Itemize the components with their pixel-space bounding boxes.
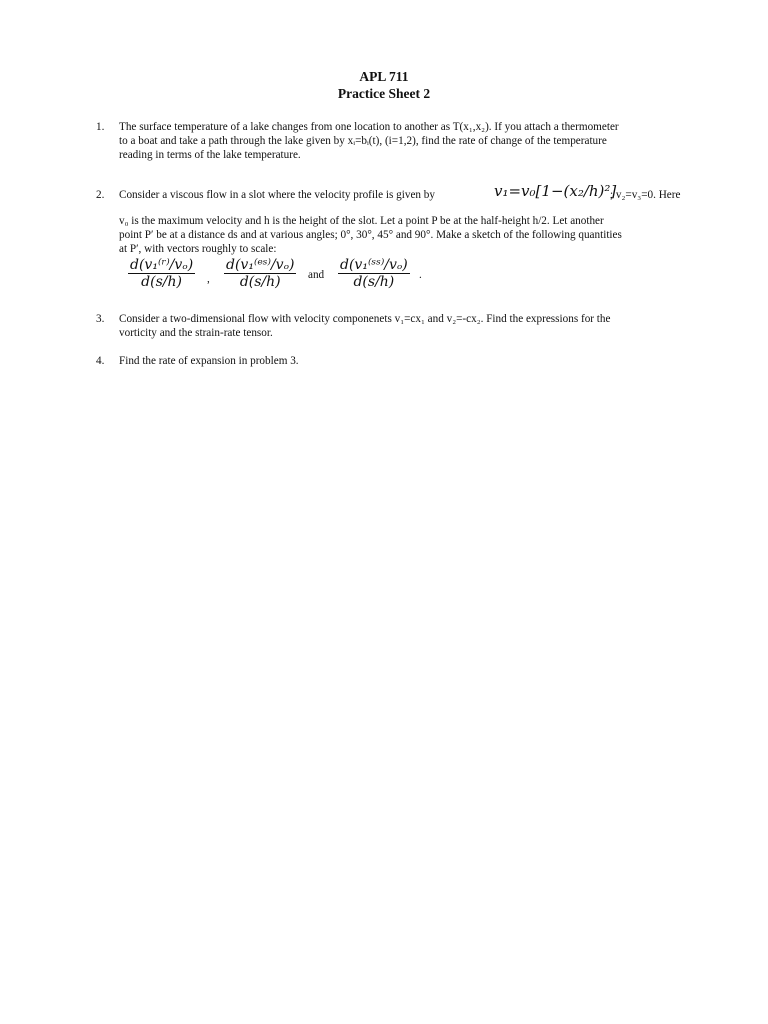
problem-line: vorticity and the strain-rate tensor.	[119, 327, 273, 339]
separator-comma: ,	[207, 273, 210, 285]
sheet-title: Practice Sheet 2	[337, 86, 431, 101]
fraction-rotation	[128, 258, 195, 289]
fraction-numerator: d(v₁⁽ˢˢ⁾/vₒ)	[340, 257, 408, 273]
problem-number: 2.	[96, 189, 105, 201]
problem-line: at P′, with vectors roughly to scale:	[119, 243, 277, 255]
fraction-extensional-strain	[224, 258, 296, 289]
fraction-denominator: d(s/h)	[141, 274, 182, 290]
problem-line: v₀ is the maximum velocity and h is the height of the slot. Let a point P be at the half-height h/2. Let another	[119, 215, 604, 227]
problem-number: 3.	[96, 313, 105, 325]
fraction-shear-strain	[338, 258, 410, 289]
problem-line: to a boat and take a path through the lake given by xᵢ=bᵢ(t), (i=1,2), find the rate of change of the temperature	[119, 135, 607, 147]
problem-line: Consider a two-dimensional flow with velocity componenets v₁=cx₁ and v₂=-cx₂. Find the expressions for the	[119, 313, 611, 325]
fraction-denominator: d(s/h)	[239, 274, 281, 290]
problem-number: 1.	[96, 121, 105, 133]
and-word: and	[308, 269, 325, 281]
velocity-equation: v₁=v₀[1−(x₂/h)²]	[494, 182, 617, 200]
problem-line: point P′ be at a distance ds and at various angles; 0°, 30°, 45° and 90°. Make a sketch of the following quantities	[119, 229, 622, 241]
fraction-numerator: d(v₁⁽ᵉˢ⁾/vₒ)	[226, 257, 295, 273]
course-title: APL 711	[359, 69, 409, 84]
problem-number: 4.	[96, 355, 105, 367]
problem-line: reading in terms of the lake temperature.	[119, 149, 301, 161]
fraction-numerator: d(v₁⁽ʳ⁾/vₒ)	[130, 257, 194, 273]
fraction-denominator: d(s/h)	[353, 274, 395, 290]
problem-line: ; v₂=v₃=0. Here	[610, 189, 681, 201]
end-period: .	[419, 269, 422, 281]
problem-line: Find the rate of expansion in problem 3.	[119, 355, 299, 367]
problem-line: Consider a viscous flow in a slot where the velocity profile is given by	[119, 189, 435, 201]
problem-line: The surface temperature of a lake changes from one location to another as T(x₁,x₂). If you attach a thermometer	[119, 121, 619, 133]
